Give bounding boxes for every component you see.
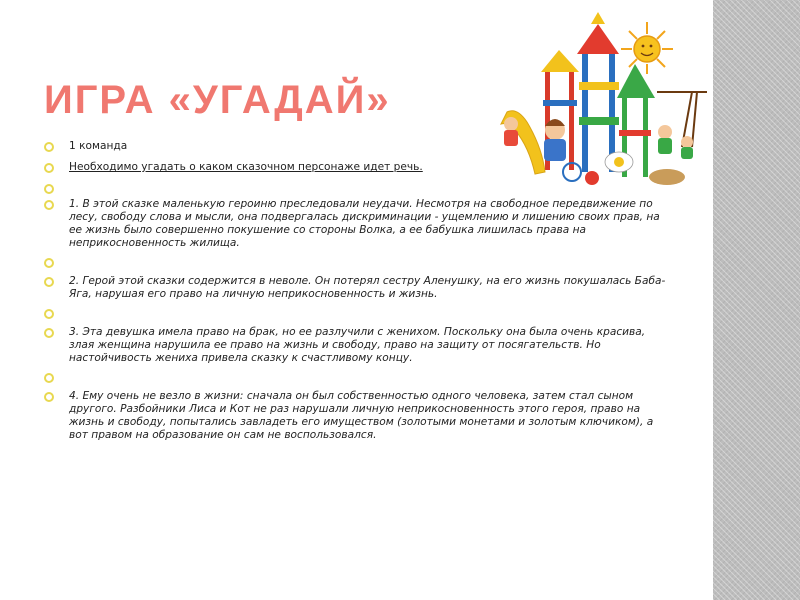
child-swing — [681, 136, 693, 159]
list-item-text: 4. Ему очень не везло в жизни: сначала он был собственностью одного человека, затем стал сыном другого. Разбойники Лиса и Кот не раз нарушали личную неприкосновенность этого героя, право на жизнь и свободу, попытались завладеть его имуществом (золотыми монетами и золотым ключиком), а вот правом на образование он сам не воспользовался. — [69, 390, 654, 441]
list-item-text: 2. Герой этой сказки содержится в неволе. Он потерял сестру Аленушку, на его жизнь покушалась Баба-Яга, нарушая его право на личную неприкосновенность и жизнь. — [69, 275, 666, 300]
list-item — [44, 307, 669, 320]
bullet-icon — [44, 328, 54, 338]
list-item-text: 3. Эта девушка имела право на брак, но ее разлучили с женихом. Поскольку она была очень красива, злая женщина нарушила ее право на жизнь и свободу, право на защиту от посягательств. Но настойчивость жениха привела сказку к счастливому концу. — [69, 326, 646, 364]
list-item — [44, 326, 669, 365]
list-item — [44, 161, 669, 174]
bullet-icon — [44, 309, 54, 319]
list-item-text: 1. В этой сказке маленькую героиню преследовали неудачи. Несмотря на свободное передвижение по лесу, свободу слова и мысли, она подвергалась дискриминации - ущемлению и лишению своих прав, на ее жизнь было совершенно покушение со стороны Волка, а ее бабушка лишилась права на неприкосновенность жилища. — [69, 198, 660, 249]
list-item — [44, 198, 669, 250]
bullet-icon — [44, 277, 54, 287]
bullet-icon — [44, 258, 54, 268]
bullet-icon — [44, 184, 54, 194]
bullet-icon — [44, 392, 54, 402]
list-item-text: 1 команда — [69, 140, 128, 152]
list-item — [44, 256, 669, 269]
list-item — [44, 371, 669, 384]
bullet-icon — [44, 373, 54, 383]
list-item — [44, 140, 669, 153]
content-list — [44, 140, 669, 442]
list-item — [44, 275, 669, 301]
sun-icon — [621, 22, 673, 74]
bullet-icon — [44, 142, 54, 152]
bullet-icon — [44, 200, 54, 210]
decorative-side-band — [713, 0, 800, 600]
list-item — [44, 390, 669, 442]
list-item — [44, 182, 669, 195]
bullet-icon — [44, 163, 54, 173]
list-item-text: Необходимо угадать о каком сказочном персонаже идет речь. — [69, 161, 423, 173]
slide-title: ИГРА «УГАДАЙ» — [44, 78, 391, 122]
